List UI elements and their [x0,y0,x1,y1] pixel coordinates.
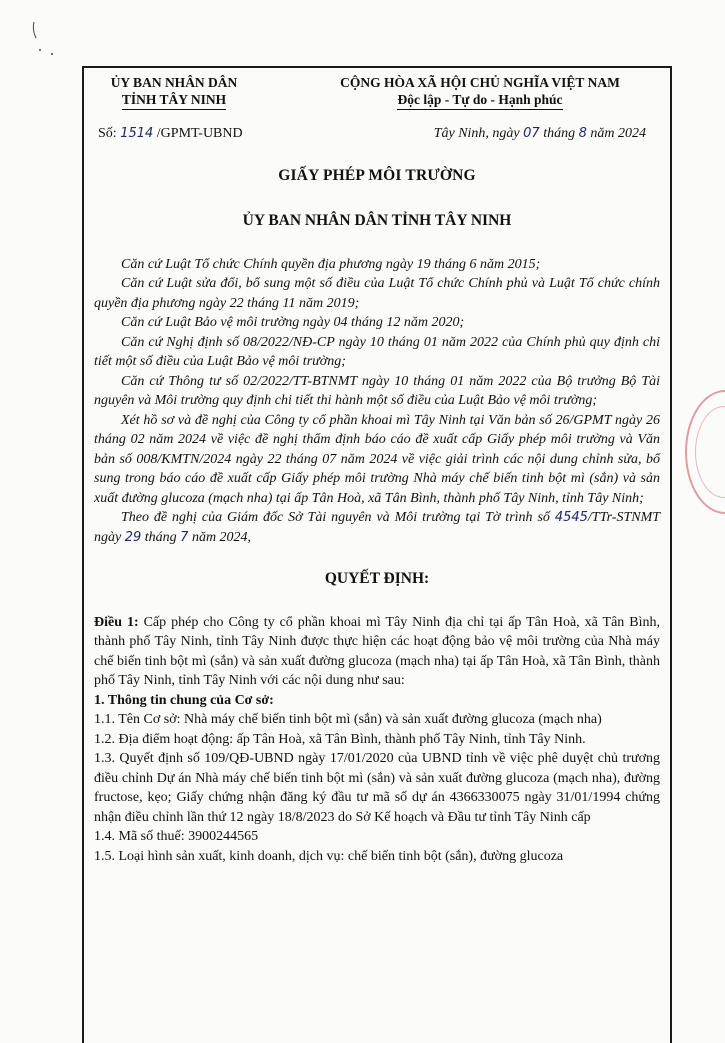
handwritten-number: 1514 [120,126,154,141]
authority-heading: ỦY BAN NHÂN DÂN TỈNH TÂY NINH [242,212,512,229]
national-motto [300,74,660,110]
basis-item: Căn cứ Luật sửa đổi, bổ sung một số điều của Luật Tổ chức Chính phủ và Luật Tổ chức chính quyền địa phương ngày 22 tháng 11 năm 2019; [94,276,660,311]
basis-item: Căn cứ Luật Bảo vệ môi trường ngày 04 tháng 12 năm 2020; [121,315,465,330]
article-1-label: Điều 1: [94,614,139,630]
document-number: Số: 1514 /GPMT-UBND [98,126,243,141]
handwritten-proposal-month: 7 [180,529,189,545]
handwritten-proposal-day: 29 [124,529,142,545]
country-name: CỘNG HÒA XÃ HỘI CHỦ NGHĨA VIỆT NAM [340,75,620,90]
basis-item: Căn cứ Thông tư số 02/2022/TT-BTNMT ngày 10 tháng 01 năm 2022 của Bộ trưởng Bộ Tài nguyên và Môi trường quy định chi tiết thi hành một số điều của Luật Bảo vệ môi trường; [94,373,660,408]
document-title: GIẤY PHÉP MÔI TRƯỜNG [278,166,476,184]
motto-line: Độc lập - Tự do - Hạnh phúc [397,91,562,110]
basis-item: Căn cứ Luật Tổ chức Chính quyền địa phương ngày 19 tháng 6 năm 2015; [121,256,541,272]
handwritten-day: 07 [523,126,540,141]
basis-item: Căn cứ Nghị định số 08/2022/NĐ-CP ngày 10 tháng 01 năm 2022 của Chính phủ quy định chi tiết một số điều của Luật Bảo vệ môi trường; [94,334,660,369]
authority-line-2: TỈNH TÂY NINH [122,91,226,110]
document-date: Tây Ninh, ngày 07 tháng 8 năm 2024 [433,126,646,141]
section-1-heading: 1. Thông tin chung của Cơ sở: [94,692,274,708]
list-item: 1.4. Mã số thuế: 3900244565 [94,829,259,844]
authority-line-1: ỦY BAN NHÂN DÂN [110,75,238,90]
handwritten-proposal-number: 4545 [554,510,588,525]
scan-mark-icon [30,20,60,60]
document-body [94,74,660,866]
list-item: 1.1. Tên Cơ sở: Nhà máy chế biến tinh bột mì (sắn) và sản xuất đường glucoza (mạch nha) [94,712,602,727]
list-item: 1.3. Quyết định số 109/QĐ-UBND ngày 17/01/2020 của UBND tỉnh về việc phê duyệt chủ trương điều chỉnh Dự án Nhà máy chế biến tinh bột mì (sắn) và sản xuất đường glucoza (mạch nha), đường fructose, kẹo; Giấy chứng nhận đăng ký đầu tư mã số dự án 4366330075 ngày 31/01/1994 chứng nhận điều chỉnh lần thứ 12 ngày 18/8/2023 do Sở Kế hoạch và Đầu tư tỉnh Tây Ninh cấp [94,751,660,825]
proposal-paragraph: Theo đề nghị của Giám đốc Sở Tài nguyên và Môi trường tại Tờ trình số 4545/TTr-STNMT ngày 29 tháng 7 năm 2024, [94,510,661,545]
red-seal-stamp [685,390,725,514]
article-1-paragraph [94,613,660,691]
document-header [94,74,660,110]
list-item: 1.2. Địa điểm hoạt động: ấp Tân Hoà, xã Tân Bình, thành phố Tây Ninh, tỉnh Tây Ninh. [94,731,586,747]
decision-heading: QUYẾT ĐỊNH: [324,570,430,587]
article-1 [94,613,660,867]
handwritten-month: 8 [578,126,587,141]
article-1-text: Cấp phép cho Công ty cổ phần khoai mì Tây Ninh địa chỉ tại ấp Tân Hoà, xã Tân Bình, thành phố Tây Ninh, tỉnh Tây Ninh được thực hiện các hoạt động bảo vệ môi trường của Nhà máy chế biến tinh bột mì (sắn) và sản xuất đường glucoza (mạch nha) tại ấp Tân Hoà, xã Tân Bình, thành phố Tây Ninh, tỉnh Tây Ninh với các nội dung như sau: [94,614,660,688]
issuing-authority [94,74,254,110]
number-date-row [94,124,660,144]
list-item: 1.5. Loại hình sản xuất, kinh doanh, dịch vụ: chế biến tinh bột (sắn), đường glucoza [94,848,564,864]
basis-item: Xét hồ sơ và đề nghị của Công ty cổ phần khoai mì Tây Ninh tại Văn bản số 26/GPMT ngày 26 tháng 02 năm 2024 về việc đề nghị thẩm định báo cáo đề xuất cấp Giấy phép môi trường và Văn bản số 008/KMTN/2024 ngày 22 tháng 07 năm 2024 về việc giải trình các nội dung chỉnh sửa, bổ sung trong báo cáo đề xuất cấp Giấy phép môi trường Nhà máy chế biến tinh bột mì (sắn) và sản xuất đường glucoza (mạch nha) tại ấp Tân Hoà, xã Tân Bình, thành phố Tây Ninh, tỉnh Tây Ninh; [94,412,660,506]
legal-basis [94,255,660,548]
